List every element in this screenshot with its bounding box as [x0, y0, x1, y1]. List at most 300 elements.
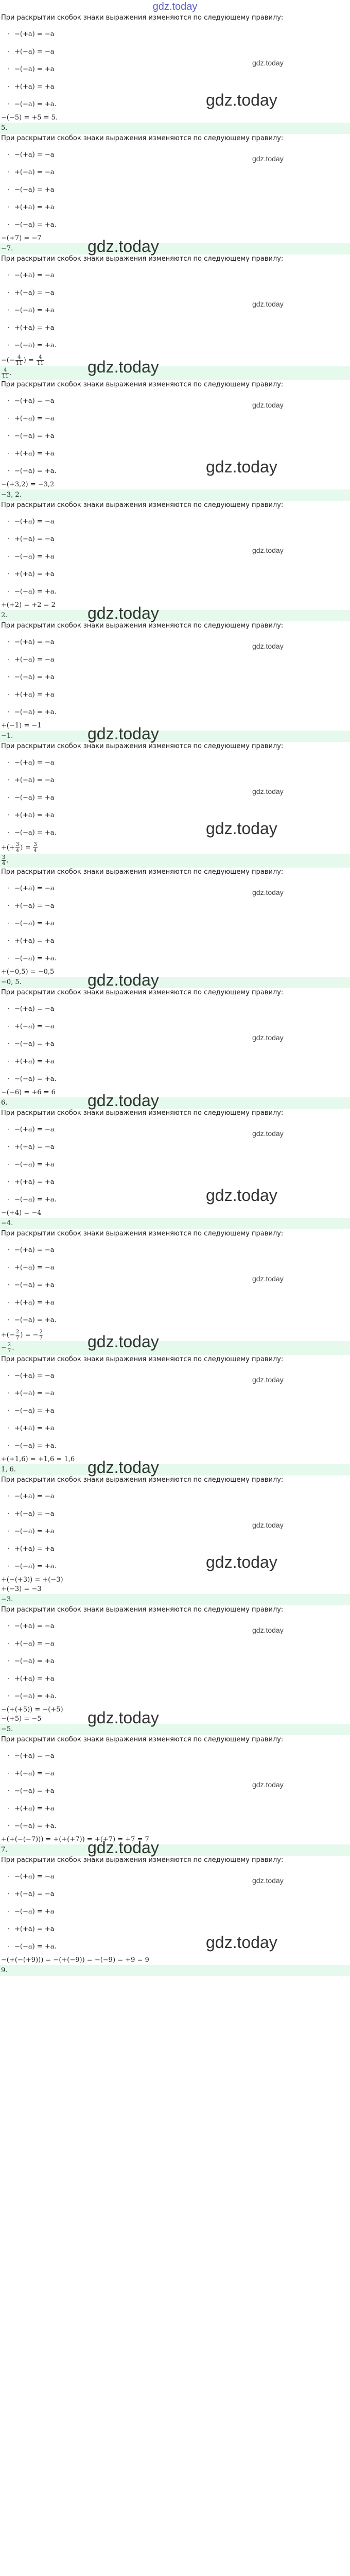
rule-text: −(+a) = −a: [14, 272, 55, 279]
calc-part: ) =: [23, 357, 36, 364]
fraction-denominator: 11: [2, 374, 9, 379]
solution-block: [0, 621, 350, 742]
rule-text: −(−a) = +a: [14, 1657, 55, 1665]
rule-text: −(+a) = −a: [14, 1622, 55, 1630]
fraction: [15, 354, 23, 366]
rule-bullet: ·: [7, 151, 10, 159]
solution-calculation: +(−(+3)) = +(−3): [1, 1576, 63, 1584]
rule-bullet: ·: [7, 759, 10, 767]
fraction: [39, 1329, 43, 1341]
sign-rule: [0, 146, 350, 164]
watermark-text: gdz.today: [252, 546, 284, 554]
rule-bullet: ·: [7, 1372, 10, 1380]
rule-text: −(+a) = −a: [14, 1372, 55, 1380]
watermark-text: gdz.today: [206, 819, 277, 838]
rule-bullet: ·: [7, 65, 10, 73]
rule-bullet: ·: [7, 272, 10, 279]
solution-answer: 1, 6.: [0, 1464, 350, 1476]
rule-text: −(−a) = +a.: [14, 708, 57, 716]
sign-rule: [0, 1748, 350, 1765]
fraction: [7, 1342, 11, 1354]
sign-rule: [0, 513, 350, 531]
sign-rule: [0, 1036, 350, 1053]
rule-bullet: ·: [7, 708, 10, 716]
rule-bullet: ·: [7, 1822, 10, 1830]
sign-rule: [0, 428, 350, 445]
answer-punct: .: [9, 369, 12, 377]
fraction-numerator: 2: [15, 1329, 20, 1335]
rule-bullet: ·: [7, 885, 10, 892]
solution-calculation: +(−1) = −1: [1, 722, 42, 730]
rule-text: −(−a) = +a: [14, 553, 55, 561]
rule-bullet: ·: [7, 920, 10, 927]
rule-bullet: ·: [7, 1389, 10, 1397]
sign-rule: [0, 933, 350, 950]
watermark-text: gdz.today: [87, 1838, 159, 1857]
solution-intro: При раскрытии скобок знаки выражения изменяются по следующему правилу:: [1, 742, 284, 750]
sign-rule: [0, 1558, 350, 1575]
sign-rules-list: [0, 1364, 350, 1455]
solution-calculation: +(−0,5) = −0,5: [1, 968, 55, 976]
sign-rule: [0, 1800, 350, 1818]
solution-calculation-step: +(−3) = −3: [1, 1585, 42, 1593]
watermark-text: gdz.today: [87, 971, 159, 989]
solution-intro: При раскрытии скобок знаки выражения изменяются по следующему правилу:: [1, 1109, 284, 1117]
sign-rules-list: [0, 143, 350, 234]
rule-text: +(+a) = +a: [14, 1299, 55, 1307]
sign-rule: [0, 950, 350, 968]
sign-rule: [0, 1505, 350, 1523]
solution-calculation-step: −(+5) = −5: [1, 1715, 42, 1723]
sign-rule: [0, 824, 350, 842]
fraction-denominator: 4: [2, 861, 6, 867]
rule-text: −(−a) = +a: [14, 1528, 55, 1535]
sign-rule: [0, 216, 350, 234]
solution-calculation: −(−5) = +5 = 5.: [1, 114, 58, 122]
calc-part: +(+: [1, 844, 15, 852]
rule-bullet: ·: [7, 656, 10, 664]
sign-rule: [0, 410, 350, 428]
rule-bullet: ·: [7, 829, 10, 837]
sign-rule: [0, 181, 350, 199]
rule-text: +(+a) = +a: [14, 204, 55, 211]
solution-answer: [0, 366, 350, 380]
fraction: [33, 842, 37, 854]
watermark-text: gdz.today: [87, 1458, 159, 1477]
solution-answer: −4.: [0, 1218, 350, 1229]
rule-bullet: ·: [7, 535, 10, 543]
rule-bullet: ·: [7, 48, 10, 56]
fraction-denominator: 11: [37, 361, 44, 366]
rule-text: +(+a) = +a: [14, 1425, 55, 1432]
solution-intro: При раскрытии скобок знаки выражения изменяются по следующему правилу:: [1, 1355, 284, 1363]
sign-rule: [0, 284, 350, 302]
rule-text: −(−a) = +a: [14, 1281, 55, 1289]
solution-answer: −7.: [0, 243, 350, 255]
sign-rule: [0, 337, 350, 354]
sign-rule: [0, 634, 350, 651]
rule-text: +(+a) = +a: [14, 570, 55, 578]
sign-rule: [0, 789, 350, 807]
solution-answer: −0, 5.: [0, 977, 350, 988]
rule-text: −(+a) = −a: [14, 638, 55, 646]
rule-text: +(−a) = −a: [14, 902, 55, 910]
watermark-text: gdz.today: [87, 1332, 159, 1351]
solution-block: [0, 868, 350, 988]
solution-block: [0, 380, 350, 501]
rule-bullet: ·: [7, 168, 10, 176]
solution-intro: При раскрытии скобок знаки выражения изменяются по следующему правилу:: [1, 622, 284, 630]
sign-rules-list: [0, 1118, 350, 1209]
solution-intro: При раскрытии скобок знаки выражения изменяются по следующему правилу:: [1, 1230, 284, 1238]
solution-intro: При раскрытии скобок знаки выражения изменяются по следующему правилу:: [1, 1736, 284, 1743]
sign-rule: [0, 43, 350, 61]
sign-rule: [0, 1385, 350, 1402]
solution-intro: При раскрытии скобок знаки выражения изменяются по следующему правилу:: [1, 381, 284, 388]
solution-intro: При раскрытии скобок знаки выражения изменяются по следующему правилу:: [1, 134, 284, 142]
solution-answer: 5.: [0, 123, 350, 134]
fraction-denominator: 4: [33, 848, 37, 854]
site-logo-link[interactable]: gdz.today: [152, 1, 198, 12]
solution-block: [0, 13, 350, 134]
rule-text: +(+a) = +a: [14, 1925, 55, 1933]
sign-rule: [0, 164, 350, 181]
rule-bullet: ·: [7, 1545, 10, 1553]
rule-bullet: ·: [7, 1640, 10, 1648]
rule-bullet: ·: [7, 415, 10, 422]
answer-punct: .: [12, 1344, 14, 1352]
rule-bullet: ·: [7, 1770, 10, 1777]
rule-bullet: ·: [7, 1943, 10, 1951]
rule-text: +(+a) = +a: [14, 811, 55, 819]
calc-part: +(−: [1, 1331, 15, 1339]
rule-bullet: ·: [7, 1925, 10, 1933]
sign-rule: [0, 1312, 350, 1329]
rule-bullet: ·: [7, 1657, 10, 1665]
rule-text: +(−a) = −a: [14, 1890, 55, 1898]
rule-bullet: ·: [7, 1023, 10, 1030]
solution-intro: При раскрытии скобок знаки выражения изменяются по следующему правилу:: [1, 1856, 284, 1864]
solution-answer: 6.: [0, 1097, 350, 1109]
sign-rule: [0, 1259, 350, 1277]
sign-rule: [0, 1818, 350, 1835]
rule-text: +(+a) = +a: [14, 1675, 55, 1683]
watermark-text: gdz.today: [87, 237, 159, 256]
solution-intro: При раскрытии скобок знаки выражения изменяются по следующему правилу:: [1, 255, 284, 263]
rule-bullet: ·: [7, 811, 10, 819]
sign-rule: [0, 651, 350, 669]
rule-bullet: ·: [7, 1692, 10, 1700]
watermark-text: gdz.today: [252, 1521, 284, 1529]
rule-bullet: ·: [7, 83, 10, 91]
rule-bullet: ·: [7, 638, 10, 646]
sign-rule: [0, 1635, 350, 1653]
rule-text: −(−a) = +a.: [14, 1442, 57, 1450]
sign-rule: [0, 1618, 350, 1635]
solution-calculation: −(+7) = −7: [1, 234, 42, 242]
rule-bullet: ·: [7, 1196, 10, 1204]
rule-bullet: ·: [7, 1493, 10, 1500]
rule-text: −(−a) = +a.: [14, 955, 57, 962]
rule-bullet: ·: [7, 1407, 10, 1415]
solution-intro: При раскрытии скобок знаки выражения изменяются по следующему правилу:: [1, 501, 284, 509]
answer-punct: .: [6, 857, 9, 865]
solution-calculation: −(+(+5)) = −(+5): [1, 1706, 63, 1714]
watermark-text: gdz.today: [87, 358, 159, 376]
watermark-text: gdz.today: [206, 1553, 277, 1571]
rule-bullet: ·: [7, 1425, 10, 1432]
sign-rules-list: [0, 997, 350, 1088]
rule-bullet: ·: [7, 553, 10, 561]
sign-rule: [0, 1688, 350, 1705]
rule-bullet: ·: [7, 221, 10, 229]
sign-rule: [0, 1523, 350, 1540]
sign-rule: [0, 1018, 350, 1036]
watermark-text: gdz.today: [252, 401, 284, 409]
sign-rule: [0, 772, 350, 789]
sign-rules-list: [0, 23, 350, 113]
fraction: [2, 367, 9, 379]
solution-block: [0, 1476, 350, 1605]
sign-rule: [0, 1903, 350, 1921]
rule-text: −(−a) = +a: [14, 673, 55, 681]
rule-text: −(−a) = +a: [14, 432, 55, 440]
sign-rule: [0, 1868, 350, 1886]
fraction-numerator: 3: [2, 855, 6, 860]
sign-rules-list: [0, 1239, 350, 1329]
rule-bullet: ·: [7, 30, 10, 38]
solution-intro: При раскрытии скобок знаки выражения изменяются по следующему правилу:: [1, 1476, 284, 1484]
rule-text: −(−a) = +a.: [14, 1563, 57, 1570]
rule-bullet: ·: [7, 1246, 10, 1254]
sign-rule: [0, 548, 350, 566]
rule-text: +(−a) = −a: [14, 1770, 55, 1777]
rule-text: −(−a) = +a.: [14, 829, 57, 837]
calc-part: −(−: [1, 357, 15, 364]
solution-block: [0, 1856, 350, 1976]
fraction-numerator: 4: [2, 367, 9, 374]
rule-text: +(+a) = +a: [14, 450, 55, 457]
solution-block: [0, 501, 350, 621]
solution-block: [0, 1605, 350, 1735]
rule-text: −(−a) = +a: [14, 1908, 55, 1916]
solution-block: [0, 1735, 350, 1856]
solution-answer: [0, 854, 350, 868]
rule-text: +(−a) = −a: [14, 48, 55, 56]
rule-bullet: ·: [7, 1805, 10, 1812]
solution-answer: 9.: [0, 1965, 350, 1976]
watermark-text: gdz.today: [252, 300, 284, 308]
sign-rule: [0, 1277, 350, 1294]
rule-bullet: ·: [7, 955, 10, 962]
fraction-numerator: 4: [37, 354, 44, 361]
sign-rule: [0, 566, 350, 583]
rule-bullet: ·: [7, 1058, 10, 1065]
solutions-list: [0, 13, 350, 1976]
rule-text: +(−a) = −a: [14, 1143, 55, 1151]
solution-intro: При раскрытии скобок знаки выражения изменяются по следующему правилу:: [1, 868, 284, 876]
rule-bullet: ·: [7, 1908, 10, 1916]
fraction-denominator: 7: [15, 1335, 20, 1341]
solution-answer: −3, 2.: [0, 489, 350, 501]
solution-calculation: [0, 354, 350, 366]
watermark-text: gdz.today: [252, 1033, 284, 1042]
rule-text: −(−a) = +a: [14, 794, 55, 802]
rule-text: +(−a) = −a: [14, 1389, 55, 1397]
rule-text: −(+a) = −a: [14, 397, 55, 405]
rule-text: −(−a) = +a: [14, 307, 55, 314]
sign-rule: [0, 78, 350, 96]
solution-calculation: +(+1,6) = +1,6 = 1,6: [1, 1455, 75, 1463]
sign-rule: [0, 319, 350, 337]
rule-bullet: ·: [7, 1890, 10, 1898]
fraction-denominator: 7: [7, 1348, 11, 1354]
sign-rule: [0, 583, 350, 601]
rule-text: −(−a) = +a.: [14, 1692, 57, 1700]
sign-rule: [0, 669, 350, 686]
rule-bullet: ·: [7, 937, 10, 945]
sign-rule: [0, 1402, 350, 1420]
rule-bullet: ·: [7, 324, 10, 332]
rule-bullet: ·: [7, 902, 10, 910]
rule-text: +(+a) = +a: [14, 1545, 55, 1553]
watermark-text: gdz.today: [252, 155, 284, 163]
rule-bullet: ·: [7, 186, 10, 194]
rule-text: −(−a) = +a: [14, 1161, 55, 1168]
solution-intro: При раскрытии скобок знаки выражения изменяются по следующему правилу:: [1, 989, 284, 996]
rule-bullet: ·: [7, 1787, 10, 1795]
sign-rule: [0, 61, 350, 78]
sign-rule: [0, 1420, 350, 1437]
watermark-text: gdz.today: [87, 724, 159, 743]
sign-rules-list: [0, 1865, 350, 1956]
fraction: [15, 1329, 20, 1341]
rule-text: −(+a) = −a: [14, 518, 55, 526]
rule-text: +(−a) = −a: [14, 1264, 55, 1272]
solution-calculation: −(−6) = +6 = 6: [1, 1089, 56, 1096]
rule-text: −(−a) = +a: [14, 920, 55, 927]
sign-rule: [0, 96, 350, 113]
rule-text: −(−a) = +a.: [14, 100, 57, 108]
rule-bullet: ·: [7, 1510, 10, 1518]
rule-text: −(−a) = +a: [14, 186, 55, 194]
rule-bullet: ·: [7, 1264, 10, 1272]
solution-block: [0, 1109, 350, 1229]
rule-text: −(+a) = −a: [14, 759, 55, 767]
sign-rule: [0, 393, 350, 410]
solution-answer: [0, 1341, 350, 1355]
sign-rule: [0, 1921, 350, 1938]
answer-sign: −: [1, 1344, 7, 1352]
sign-rules-list: [0, 877, 350, 968]
rule-text: −(−a) = +a.: [14, 467, 57, 475]
sign-rule: [0, 897, 350, 915]
sign-rule: [0, 531, 350, 548]
calc-part: ) =: [20, 844, 33, 852]
sign-rule: [0, 26, 350, 43]
sign-rules-list: [0, 510, 350, 601]
solution-answer: 2.: [0, 610, 350, 621]
solution-answer: 7.: [0, 1844, 350, 1856]
rule-text: +(+a) = +a: [14, 937, 55, 945]
sign-rule: [0, 445, 350, 463]
rule-text: +(−a) = −a: [14, 415, 55, 422]
sign-rule: [0, 1053, 350, 1071]
calc-part: ) = −: [20, 1331, 39, 1339]
solution-block: [0, 988, 350, 1109]
solution-block: [0, 1229, 350, 1355]
rule-text: −(−a) = +a.: [14, 1943, 57, 1951]
rule-text: +(+a) = +a: [14, 691, 55, 699]
sign-rule: [0, 1071, 350, 1088]
watermark-text: gdz.today: [252, 787, 284, 795]
solution-calculation: −(+4) = −4: [1, 1209, 42, 1217]
watermark-text: gdz.today: [252, 888, 284, 896]
rule-text: −(+a) = −a: [14, 885, 55, 892]
rule-text: +(−a) = −a: [14, 1510, 55, 1518]
rule-bullet: ·: [7, 1126, 10, 1133]
sign-rule: [0, 267, 350, 284]
fraction-numerator: 3: [33, 842, 37, 848]
rule-bullet: ·: [7, 570, 10, 578]
watermark-text: gdz.today: [252, 1376, 284, 1384]
watermark-text: gdz.today: [252, 59, 284, 67]
watermark-text: gdz.today: [206, 1933, 277, 1952]
sign-rule: [0, 1765, 350, 1783]
sign-rules-list: [0, 1744, 350, 1835]
rule-text: +(+a) = +a: [14, 324, 55, 332]
rule-bullet: ·: [7, 1442, 10, 1450]
rule-bullet: ·: [7, 100, 10, 108]
watermark-text: gdz.today: [206, 1186, 277, 1205]
watermark-text: gdz.today: [252, 1781, 284, 1789]
solution-calculation: +(+2) = +2 = 2: [1, 601, 56, 609]
rule-text: −(+a) = −a: [14, 1873, 55, 1880]
rule-bullet: ·: [7, 1299, 10, 1307]
rule-text: −(+a) = −a: [14, 1752, 55, 1760]
rule-text: +(−a) = −a: [14, 168, 55, 176]
rule-text: −(−a) = +a.: [14, 342, 57, 349]
rule-bullet: ·: [7, 1528, 10, 1535]
sign-rule: [0, 1488, 350, 1505]
fraction-numerator: 2: [39, 1329, 43, 1335]
rule-text: −(−a) = +a: [14, 1787, 55, 1795]
watermark-text: gdz.today: [206, 91, 277, 109]
rule-bullet: ·: [7, 1675, 10, 1683]
fraction: [15, 842, 20, 854]
rule-text: +(−a) = −a: [14, 1640, 55, 1648]
solution-calculation: [0, 842, 350, 854]
solution-intro: При раскрытии скобок знаки выражения изменяются по следующему правилу:: [1, 14, 284, 22]
rule-text: +(−a) = −a: [14, 1023, 55, 1030]
rule-text: +(−a) = −a: [14, 776, 55, 784]
rule-bullet: ·: [7, 1143, 10, 1151]
rule-bullet: ·: [7, 1316, 10, 1324]
fraction-numerator: 2: [7, 1342, 11, 1348]
sign-rule: [0, 754, 350, 772]
sign-rule: [0, 302, 350, 319]
sign-rule: [0, 704, 350, 721]
rule-text: −(−a) = +a.: [14, 588, 57, 596]
rule-bullet: ·: [7, 794, 10, 802]
rule-text: +(−a) = −a: [14, 656, 55, 664]
rule-text: −(−a) = +a.: [14, 1196, 57, 1204]
watermark-text: gdz.today: [87, 604, 159, 622]
site-header: [0, 0, 350, 13]
rule-text: −(−a) = +a: [14, 65, 55, 73]
rule-text: −(+a) = −a: [14, 1005, 55, 1013]
sign-rule: [0, 915, 350, 933]
